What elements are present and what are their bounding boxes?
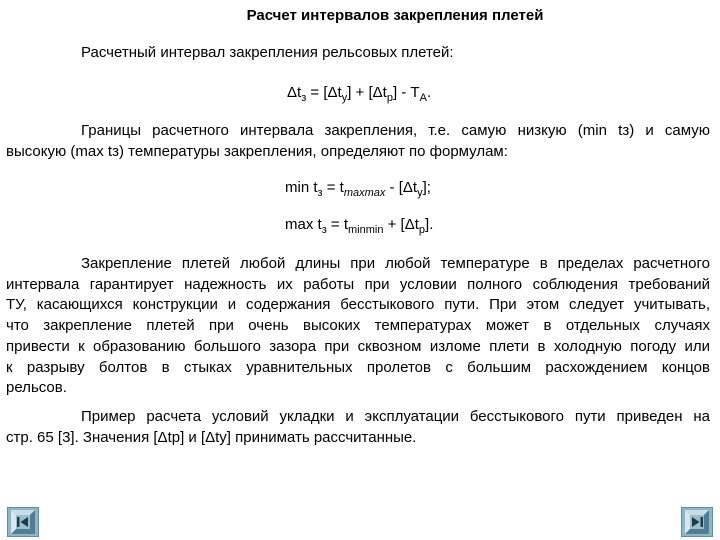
- formula-subscript: у: [341, 92, 348, 104]
- formula-part: ] + [Δt: [347, 84, 387, 101]
- formula-subscript: з: [301, 92, 307, 104]
- formula-part: ] - Т: [392, 84, 420, 101]
- paragraph-line: Пример расчета условий укладки и эксплуатации бесстыкового пути приведен на: [81, 408, 710, 425]
- paragraph-line: стр. 65 [3]. Значения [Δtр] и [Δtу] принимать рассчитанные.: [6, 428, 417, 446]
- example-paragraph: [6, 407, 710, 448]
- paragraph-line: интервала гарантирует надежность их работы при условии полного соблюдения требований: [6, 275, 710, 293]
- last-slide-icon: [682, 508, 712, 536]
- formula-part: = t: [322, 179, 344, 196]
- formula-subscript: р: [386, 92, 393, 104]
- paragraph-line: привести к образованию большого зазора при сквозном изломе плети в холодную погоду или: [6, 337, 710, 355]
- formula-max: [285, 216, 433, 236]
- formula-part: ].: [425, 216, 434, 233]
- formula-part: .: [426, 84, 432, 101]
- formula-subscript: з: [321, 224, 327, 236]
- last-slide-button[interactable]: [681, 507, 713, 537]
- paragraph-line: ТУ, касающихся конструкции и содержания бесстыкового пути. При этом следует учитывать,: [6, 296, 710, 314]
- bounds-paragraph: [6, 121, 710, 162]
- page-title: Расчет интервалов закрепления плетей: [246, 7, 544, 24]
- formula-min: [285, 179, 431, 199]
- formula-subscript: maxmax: [343, 187, 386, 199]
- formula-interval: [287, 84, 431, 104]
- paragraph-line: рельсов.: [6, 379, 67, 397]
- paragraph-line: высокую (max tз) температуры закрепления, определяют по формулам:: [6, 142, 508, 160]
- first-slide-icon: [8, 508, 38, 536]
- formula-part: max t: [285, 216, 322, 233]
- formula-part: = t: [326, 216, 348, 233]
- formula-part: Δt: [287, 84, 302, 101]
- formula-part: = [Δt: [306, 84, 342, 101]
- fixing-paragraph: [6, 254, 710, 399]
- formula-subscript: minmin: [348, 224, 384, 236]
- intro-text: Расчетный интервал закрепления рельсовых плетей:: [81, 44, 454, 61]
- formula-part: ];: [422, 179, 431, 196]
- paragraph-line: что закрепление плетей при очень высоких температурах может в отдельных случаях: [6, 317, 710, 335]
- formula-subscript: р: [418, 224, 426, 236]
- formula-part: min t: [285, 179, 318, 196]
- formula-part: + [Δt: [383, 216, 419, 233]
- paragraph-line: Закрепление плетей любой длины при любой температуре в пределах расчетного: [81, 255, 710, 272]
- formula-subscript: у: [417, 187, 423, 199]
- formula-subscript: з: [317, 187, 323, 199]
- paragraph-line: Границы расчетного интервала закрепления, т.е. самую низкую (min tз) и самую: [81, 122, 710, 139]
- first-slide-button[interactable]: [7, 507, 39, 537]
- formula-subscript: А: [419, 92, 427, 104]
- paragraph-line: к разрыву болтов в стыках уравнительных пролетов с большим расхождением концов: [6, 358, 710, 376]
- formula-part: - [Δt: [385, 179, 418, 196]
